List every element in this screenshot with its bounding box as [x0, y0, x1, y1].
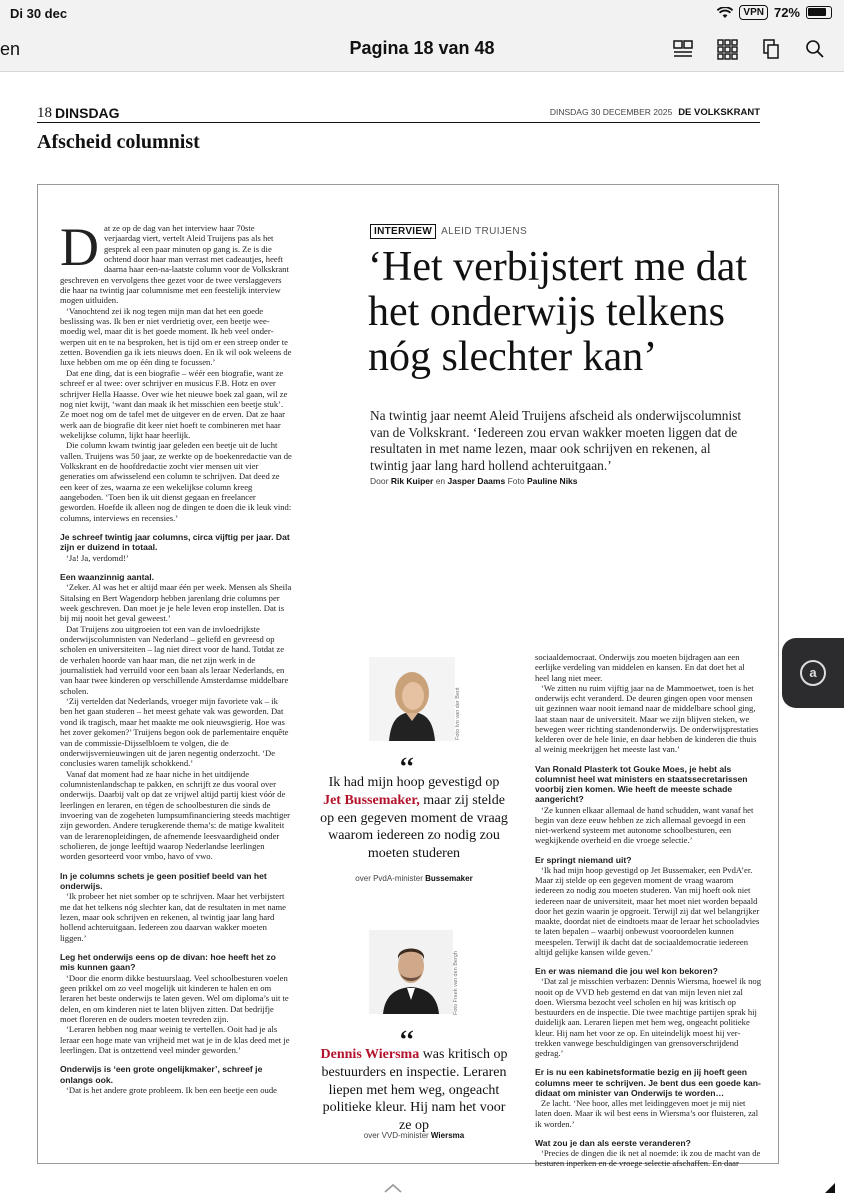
paragraph: ‘Ik probeer het niet somber op te schrijven. Maar het verbijstert me dat het telkens nóg slechter kan, dat de resultaten in met name lezen, maar ook schrijven en rekenen, al twintig jaar lang hard hollend achteruitgaan. Iedereen zou daarvan wakker moeten liggen.’: [60, 891, 286, 943]
interview-question: Er is nu een kabinetsformatie bezig en jij hoeft geen columns meer te schrijven. Je bent dus een goede kandidaat om minister van Onderwijs te worden…: [535, 1067, 761, 1098]
copy-icon[interactable]: [760, 38, 782, 60]
pull-quote-text: maar zij stelde op een gegeven moment de vraag waarom iedereen zo nodig zou moeten studeren: [320, 792, 508, 862]
pull-quote-text: Ik had mijn hoop gevestigd op: [328, 775, 500, 790]
paragraph: ‘Ik had mijn hoop gevestigd op Jet Bussemaker, een PvdA’er. Maar zij stelde op een gegeven moment de vraag waarom iedereen zo nodig zou moeten studeren. Van mij hoeft ook niet iedereen naar de universiteit, maar het moet niet worden bepaald door het gezin waarin je opgroeit. Terwijl zij dat wel belangrijker maakte, doordat niet de eindtoets maar de leraar het schooladvies te laten bepalen – waarbij onbewust vooroordelen kunnen meespelen. Terwijl ik dacht dat de sociaaldemocratie iedereen altijd gelijke kansen wilde geven.’: [535, 864, 760, 957]
quote-mark-icon: ‘‘: [399, 1025, 415, 1054]
paragraph: ‘Dat zal je misschien verbazen: Dennis Wiersma, hoewel ik nog nooit op de VVD heb gestemd en dat van mijn leven niet zal doen. Wiersma bezocht veel scholen en hij was kritisch op bestuurders en de inspectie. Die twee machtige partijen sprak hij duidelijk aan. Leraren liepen met hem weg, ongeacht politieke kleur. Hij nam het voor ze op. En uiteindelijk moest hij vertrekken vanwege beschuldigingen van grensoverschrijdend gedrag.’: [535, 976, 761, 1058]
pull-quote-wiersma: [316, 1046, 512, 1135]
pull-quote-text: was kritisch op bestuurders en inspectie. Leraren liepen met hem weg, ongeacht politieke kleur. Hij nam het voor ze op: [321, 1047, 508, 1134]
byline-author: Rik Kuiper: [390, 476, 434, 486]
paragraph: ‘Ja! Ja, verdomd!’: [66, 552, 129, 563]
byline-prefix: Door: [370, 476, 389, 486]
pull-quote-source: [320, 874, 508, 883]
battery-icon: [806, 6, 832, 19]
interview-question: In je columns schets je geen positief beeld van het onderwijs.: [60, 870, 267, 891]
paragraph: ‘Door die enorm dikke bestuurslaag. Veel schoolbesturen voelen geen prikkel om zo veel mogelijk uit kinderen te halen en om leraren het beste onderwijs te laten geven. Wel om diploma’s uit te delen, en om kinderen niet te laten blijven zitten. Dat bedrijfje moet floreren en de ouders moeten tevreden zijn.: [60, 972, 289, 1025]
paragraph: ‘Precies de dingen die ik net al noemde: ik zou de macht van de besturen inperken en de vroege selectie afschaffen. En daar: [535, 1148, 761, 1169]
dropcap: D: [60, 217, 99, 277]
interview-label: INTERVIEW: [370, 224, 436, 239]
layout-icon[interactable]: [672, 38, 694, 60]
interview-question: Onderwijs is ‘een grote ongelijkmaker’, schreef je onlangs ook.: [60, 1064, 263, 1085]
paragraph: ‘Vanochtend zei ik nog tegen mijn man dat het een goede beslissing was. Ik ben er niet verdrietig over, een beetje weemoedig wel, maar dit is het goede moment. Ik heb veel onderwerpen uit en te na besproken, het is tijd om er een streep onder te zetten. Bovendien ga ik iets nieuws doen. En ik wil ook weleens de luxe hebben om me op één ding te focussen.’: [60, 305, 292, 368]
floating-assistant-button[interactable]: [782, 638, 844, 708]
portrait-image: [369, 930, 453, 1014]
battery-percentage: 72%: [773, 5, 800, 20]
page-number: 18: [37, 105, 52, 121]
paragraph: Ze lacht. ‘Nee hoor, alles met leidinggeven moet je mij niet laten doen. Maar ik wil best eens in Wiersma’s oor fluisteren, zal ik worden.’: [535, 1098, 759, 1129]
paragraph: Die column kwam twintig jaar geleden een beetje uit de lucht vallen. Truijens was 50 jaar, ze werkte op de boekenredactie van de Volkskrant en de hoofdredactie zocht vier mensen uit vier generaties om afwisselend een column te schrijven. Dat deed ze een keer of zes, waarna ze een wekelijkse column kreeg aangeboden. ‘Toen ben ik uit dienst gegaan en freelancer geworden. Hoefde ik alleen nog de dingen te doen die ik leuk vind: columns, interviews en recensies.’: [60, 440, 292, 523]
paragraph: Dat ene ding, dat is een biografie – wéér een biografie, want ze schreef er al twee: over schrijver en musicus F.B. Hotz en over schrijver Hella Haasse. Over wie het nieuwe boek zal gaan, wil ze nog niet kwijt, ‘want dan maak ik het misschien een beetje stuk’. Ze moet nog om de tafel met de uitgever en de erven. Dat ze haar werk aan de biografie dit keer niet hoeft te combineren met haar wekelijkse column, lijkt haar heerlijk.: [60, 367, 288, 440]
section-title: Afscheid columnist: [37, 131, 200, 153]
quote-mark-icon: ‘‘: [399, 752, 415, 781]
paragraph: ‘Zij vertelden dat Nederlands, vroeger mijn favoriete vak – ik ben het gaan studeren – het meest gehate vak was geworden. Dat vond ik tragisch, maar het maakte me ook nieuwsgierig. Hoe was het zover gekomen?’ Truijens begon ook de parlementaire enquête van de commissie-Dijsselbloem te volgen, die de onderwijsvernieuwingen uit de jaren negentig onderzocht. ‘De conclusies waren tamelijk schokkend.’: [60, 696, 289, 769]
status-right: [717, 5, 832, 20]
pull-quote-bussemaker: [320, 774, 508, 863]
pull-quote-highlight: Dennis Wiersma: [320, 1047, 420, 1062]
interview-question: Wat zou je dan als eerste veranderen?: [535, 1137, 691, 1148]
article-kicker: [370, 224, 527, 239]
paragraph: sociaaldemocraat. Onderwijs zou moeten bijdragen aan een eerlijke verdeling van middelen en kansen. En dat doet het al heel lang niet meer.: [535, 652, 745, 683]
status-bar: [0, 0, 844, 28]
portrait-photo-bussemaker: [369, 657, 455, 741]
interview-question: Er springt niemand uit?: [535, 854, 632, 865]
page-day: DINSDAG: [55, 105, 120, 121]
interview-question: Je schreef twintig jaar columns, circa vijftig per jaar. Dat zijn er duizend in totaal.: [60, 531, 290, 553]
wifi-icon: [717, 7, 733, 19]
photo-credit: Foto Ivo van der Bent: [455, 687, 461, 740]
page-header-right: [550, 107, 760, 118]
source-prefix: over VVD-minister: [363, 1131, 429, 1140]
interview-question: En er was niemand die jou wel kon bekoren?: [535, 966, 718, 976]
left-column: [60, 217, 292, 1096]
article-headline: ‘Het verbijstert me dat het onderwijs telkens nóg slechter kan’: [368, 244, 748, 380]
newspaper-brand: DE VOLKSKRANT: [678, 107, 760, 118]
pull-quote-highlight: Jet Bussemaker,: [323, 792, 420, 808]
vpn-badge: VPN: [739, 5, 768, 20]
source-prefix: over PvdA-minister: [355, 874, 423, 883]
paragraph: ‘Zeker. Al was het er altijd maar één per week. Mensen als Sheila Sitalsing en Bert Wagendorp hebben jarenlang drie columns per week geschreven. Dan moet je je hele leven erop instellen. Dat is bij mij nooit het geval geweest.’: [60, 582, 292, 624]
page-indicator: Pagina 18 van 48: [349, 38, 495, 58]
status-time: Di 30 dec: [10, 6, 68, 21]
paragraph: ‘Dat is het andere grote probleem. Ik ben een beetje een oude: [66, 1085, 277, 1096]
portrait-image: [369, 657, 455, 741]
byline-photographer: Pauline Niks: [526, 476, 578, 486]
pull-quote-source: [316, 1131, 512, 1140]
assistant-icon: a: [800, 660, 826, 686]
right-column: [535, 652, 761, 1169]
interview-subject: ALEID TRUIJENS: [441, 226, 528, 237]
paragraph: Vanaf dat moment had ze haar niche in het uitdijende columnistenlandschap te pakken, en schrijft ze dus vooral over onderwijs. Daarbij valt op dat ze vrijwel altijd partij kiest vóór de leerlingen en leraren, en tégen de schoolbesturen die sinds de invoering van de zogeheten lumpsumfinanciering steeds machtiger zijn geworden. Andere terugkerende thema’s: de matige kwaliteit van de lerarenopleidingen, de afnemende leesvaardigheid onder scholieren, de jonge leeftijd waarop Nederlandse leerlingen worden gesorteerd voor vmbo, havo of vwo.: [60, 768, 291, 862]
grid-icon[interactable]: [716, 38, 738, 60]
byline-author: Jasper Daams: [447, 476, 506, 486]
interview-question: Van Ronald Plasterk tot Gouke Moes, je hebt als columnist heel wat ministers en staatssecretarissen voorbij zien komen. Wie heeft de meeste schade aangericht?: [535, 763, 748, 805]
portrait-photo-wiersma: [369, 930, 453, 1014]
previous-page-fragment[interactable]: en: [0, 39, 21, 59]
reader-toolbar: [0, 28, 844, 72]
paragraph: Dat Truijens zou uitgroeien tot een van de invloedrijkste onderwijscolumnisten van Nederland – geliefd en gevreesd op scholen en universiteiten – lag niet direct voor de hand. Totdat ze de verhalen hoorde van haar man, die net zijn werk in de journalistiek had verruild voor een baan als leraar Nederlands, en van haar twee kinderen op verschillende Amsterdamse middelbare scholen.: [60, 623, 289, 696]
interview-question: Leg het onderwijs eens op de divan: hoe heeft het zo mis kunnen gaan?: [60, 952, 276, 973]
photo-credit: Foto Freek van den Bergh: [453, 951, 459, 1015]
chevron-up-icon[interactable]: [383, 1183, 403, 1193]
byline-photo-label: Foto: [507, 476, 525, 486]
paragraph: ‘Ze kunnen elkaar allemaal de hand schudden, want vanaf het begin van deze eeuw hebben ze zich allemaal gevoegd in een niet-werkend systeem met autonome schoolbesturen, een wegkijkende overheid en die vroege selectie.’: [535, 804, 754, 846]
interview-question: Een waanzinnig aantal.: [60, 572, 155, 582]
byline: [370, 476, 578, 486]
paragraph: at ze op de dag van het interview haar 70ste verjaardag viert, vertelt Aleid Truijens pas als het gesprek al een paar minuten op gang is. Ze is die ochtend door haar man verrast met cadeautjes, heeft daarna haar een-na-laatste column voor de Volkskrant geschreven en vervolgens thee gezet voor de twee verslaggevers die haar na twintig jaar columnisme met een feestelijk interview mogen uitluiden.: [60, 223, 289, 306]
header-rule: [37, 122, 760, 123]
byline-and: en: [435, 476, 446, 486]
source-name: Wiersma: [430, 1131, 465, 1140]
article-lead: Na twintig jaar neemt Aleid Truijens afscheid als onderwijscolumnist van de Volkskrant. ‘Iedereen zou ervan wakker moeten liggen dat de resultaten in met name lezen, maar ook schrijven en rekenen, al twintig jaar lang hard hollend achteruitgaan.’: [370, 408, 742, 473]
resize-corner-icon[interactable]: [822, 1180, 838, 1196]
source-name: Bussemaker: [425, 874, 473, 883]
paragraph: ‘We zitten nu ruim vijftig jaar na de Mammoetwet, toen is het onderwijs echt veranderd. De deuren gingen open voor mensen uit gezinnen waar nooit iemand naar de middelbare school ging, laat staan naar de universiteit. Maar we zijn blijven steken, we bewegen weer richting standenonderwijs. De onderwijsprestaties kelderen over de hele linie, en daar hebben de kinderen die thuis al weinig meekrijgen het meeste last van.’: [535, 682, 759, 755]
search-icon[interactable]: [804, 38, 826, 60]
page-date: DINSDAG 30 DECEMBER 2025: [549, 107, 673, 117]
paragraph: ‘Leraren hebben nog maar weinig te vertellen. Ooit had je als leraar een hoge mate van vrijheid met wat je in de klas deed met je leerlingen. Dat is ontzettend veel minder geworden.’: [60, 1024, 290, 1056]
